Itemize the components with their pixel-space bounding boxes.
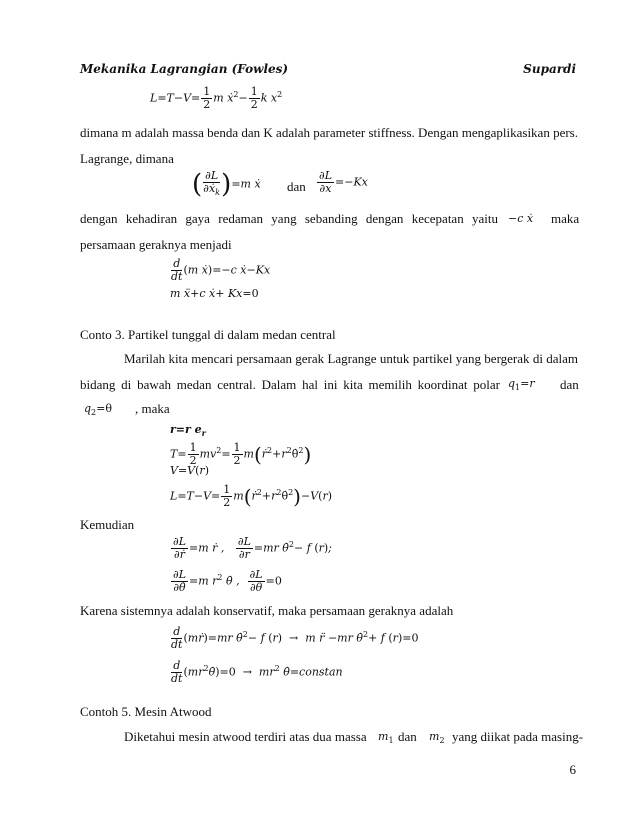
paragraph-line: yang diikat pada masing- — [452, 729, 584, 744]
equation-lagrangian-polar: L=T−V= $\frac{1}{2}$ $m(ṙ^2+r^2\thetȧ^2)-V(r)$ — [170, 483, 333, 509]
paragraph-line: dengan kehadiran gaya redaman yang sebanding dengan kecepatan yaitu — [80, 211, 498, 226]
mass-m1: $m_1$ — [378, 730, 394, 746]
paragraph-line: dimana m adalah massa benda dan K adalah parameter stiffness. Dengan mengaplikasikan pers. — [80, 125, 578, 140]
paragraph-line: bidang di bawah medan central. Dalam hal ini kita memilih koordinat polar — [80, 377, 500, 392]
section-title-contoh-5: Contoh 5. Mesin Atwood — [80, 704, 212, 719]
paragraph-line: Diketahui mesin atwood terdiri atas dua massa — [124, 729, 367, 744]
paragraph-line: persamaan geraknya menjadi — [80, 237, 232, 252]
equation-partials-r: $\frac{\partial L}{\text{∂ṙ}}$ =m ṙ , $\frac{\partial L}{\partial r}$ =mr θ̇$^2$− f (r); — [173, 535, 332, 561]
paragraph-line: Marilah kita mencari persamaan gerak Lagrange untuk partikel yang bergerak di dalam — [124, 351, 578, 366]
word-dan: dan — [398, 729, 417, 744]
equation-partial-derivatives: ( $\frac{\partial L}{\partial ẋ_k}$ )=m ẋ — [192, 169, 261, 200]
damping-term: −c ẋ — [508, 212, 534, 225]
equation-position-vector: r=r $e_r$ — [170, 423, 206, 439]
word-maka: maka — [551, 211, 580, 226]
word-dan: dan — [287, 179, 306, 194]
page-number: 6 — [569, 762, 576, 777]
word-dan: dan — [560, 377, 579, 392]
paragraph-line: Lagrange, dimana — [80, 151, 174, 166]
coordinate-q1: $q_1=r$ — [508, 377, 535, 393]
equation-angular-momentum: $\frac{d}{dt}$ $(mr^2\thetȧ)=0 \to mr^2$ θ̇=constan — [171, 659, 343, 685]
paragraph-line: Karena sistemnya adalah konservatif, maka persamaan geraknya adalah — [80, 603, 454, 618]
equation-damped-oscillator: m ẍ+c ẋ+ Kx=0 — [170, 287, 259, 300]
mass-m2: $m_2$ — [429, 730, 445, 746]
equation-partials-theta: $\frac{\partial L}{\partial\thetȧ}$ =m $r^2$ θ̇ , $\frac{\partial L}{\partial\theta}$ =0 — [173, 568, 282, 594]
equation-kinetic-energy: T= $\frac{1}{2}$ $mv^2=$ $\frac{1}{2}$ $m(ṙ^2+r^2\thetȧ^2)$ — [170, 441, 312, 467]
running-header-author: Supardi — [523, 62, 576, 76]
running-header-title: Mekanika Lagrangian (Fowles) — [80, 62, 289, 76]
paragraph-line: Kemudian — [80, 517, 135, 532]
equation-lagrangian-oscillator: L=T−V= $\frac{1}{2}$ m ẋ$^2$− $\frac{1}{2}$ k $x^2$ — [150, 85, 283, 111]
equation-radial-motion: $\frac{d}{dt}$ (mṙ)=mr θ̇$^2$− f (r) → m r̈ −mr θ̇$^2$+ f (r)=0 — [171, 625, 419, 651]
section-title-conto-3: Conto 3. Partikel tunggal di dalam medan central — [80, 327, 336, 342]
paragraph-line: , maka — [135, 401, 170, 416]
equation-damped-motion: $\frac{d}{dt}$ (m ẋ)=−c ẋ−Kx — [171, 257, 271, 283]
equation-partial-x: $\frac{\partial L}{\partial x}$ =−Kx — [319, 169, 368, 195]
coordinate-q2: $q_2=\theta$ — [84, 402, 112, 418]
equation-potential-energy: V=V(r) — [170, 464, 209, 477]
